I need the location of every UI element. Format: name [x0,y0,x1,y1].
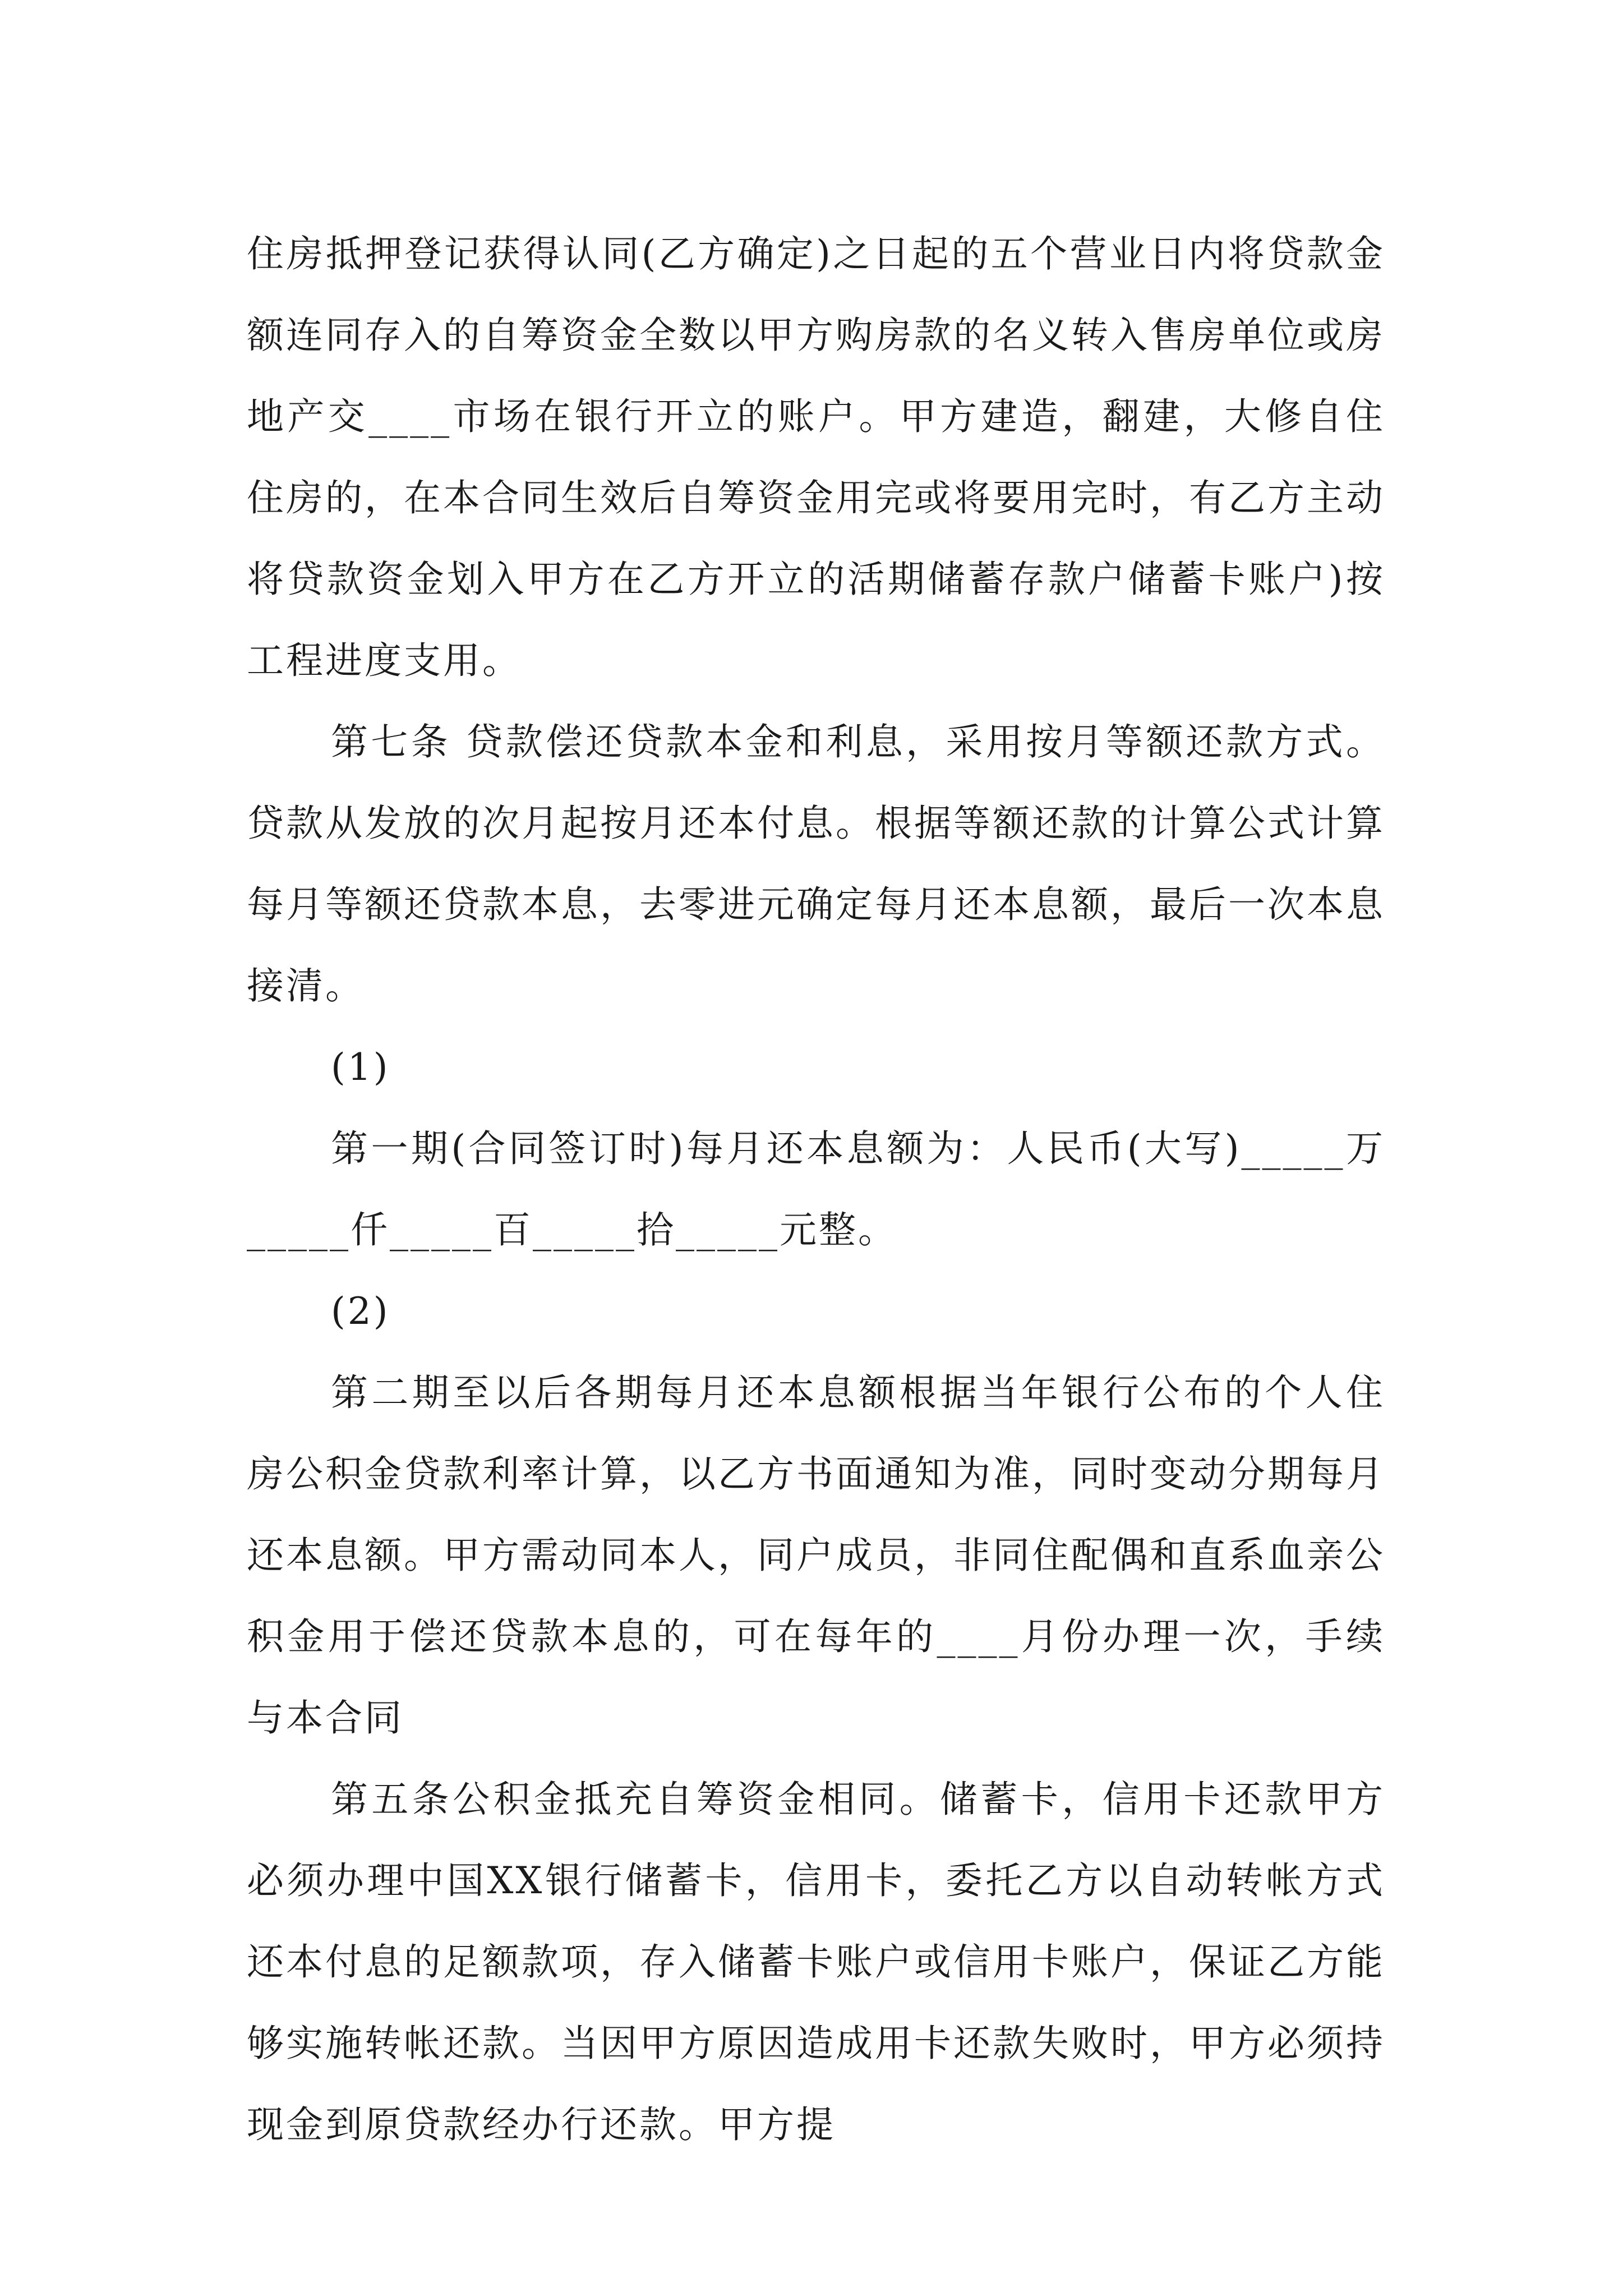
item-number-1: (1) [331,1046,390,1089]
paragraph-first-period: 第一期(合同签订时)每月还本息额为：人民币(大写)_____万_____仟_____百_____拾_____元整。 [247,1127,1385,1251]
item-number-2: (2) [331,1290,390,1333]
document-body [247,213,1385,2165]
paragraph-article-7: 第七条 贷款偿还贷款本金和利息，采用按月等额还款方式。贷款从发放的次月起按月还本付息。根据等额还款的计算公式计算每月等额还贷款本息，去零进元确定每月还本息额，最后一次本息接清。 [247,720,1385,1007]
paragraph-disbursement: 住房抵押登记获得认同(乙方确定)之日起的五个营业日内将贷款金额连同存入的自筹资金全数以甲方购房款的名义转入售房单位或房地产交____市场在银行开立的账户。甲方建造，翻建，大修自住住房的，在本合同生效后自筹资金用完或将要用完时，有乙方主动将贷款资金划入甲方在乙方开立的活期储蓄存款户储蓄卡账户)按工程进度支用。 [247,232,1385,682]
paragraph-article-5: 第五条公积金抵充自筹资金相同。储蓄卡，信用卡还款甲方必须办理中国XX银行储蓄卡，信用卡，委托乙方以自动转帐方式还本付息的足额款项，存入储蓄卡账户或信用卡账户，保证乙方能够实施转帐还款。当因甲方原因造成用卡还款失败时，甲方必须持现金到原贷款经办行还款。甲方提 [247,1778,1385,2146]
paragraph-later-periods: 第二期至以后各期每月还本息额根据当年银行公布的个人住房公积金贷款利率计算，以乙方书面通知为准，同时变动分期每月还本息额。甲方需动同本人，同户成员，非同住配偶和直系血亲公积金用于偿还贷款本息的，可在每年的____月份办理一次，手续与本合同 [247,1371,1385,1740]
